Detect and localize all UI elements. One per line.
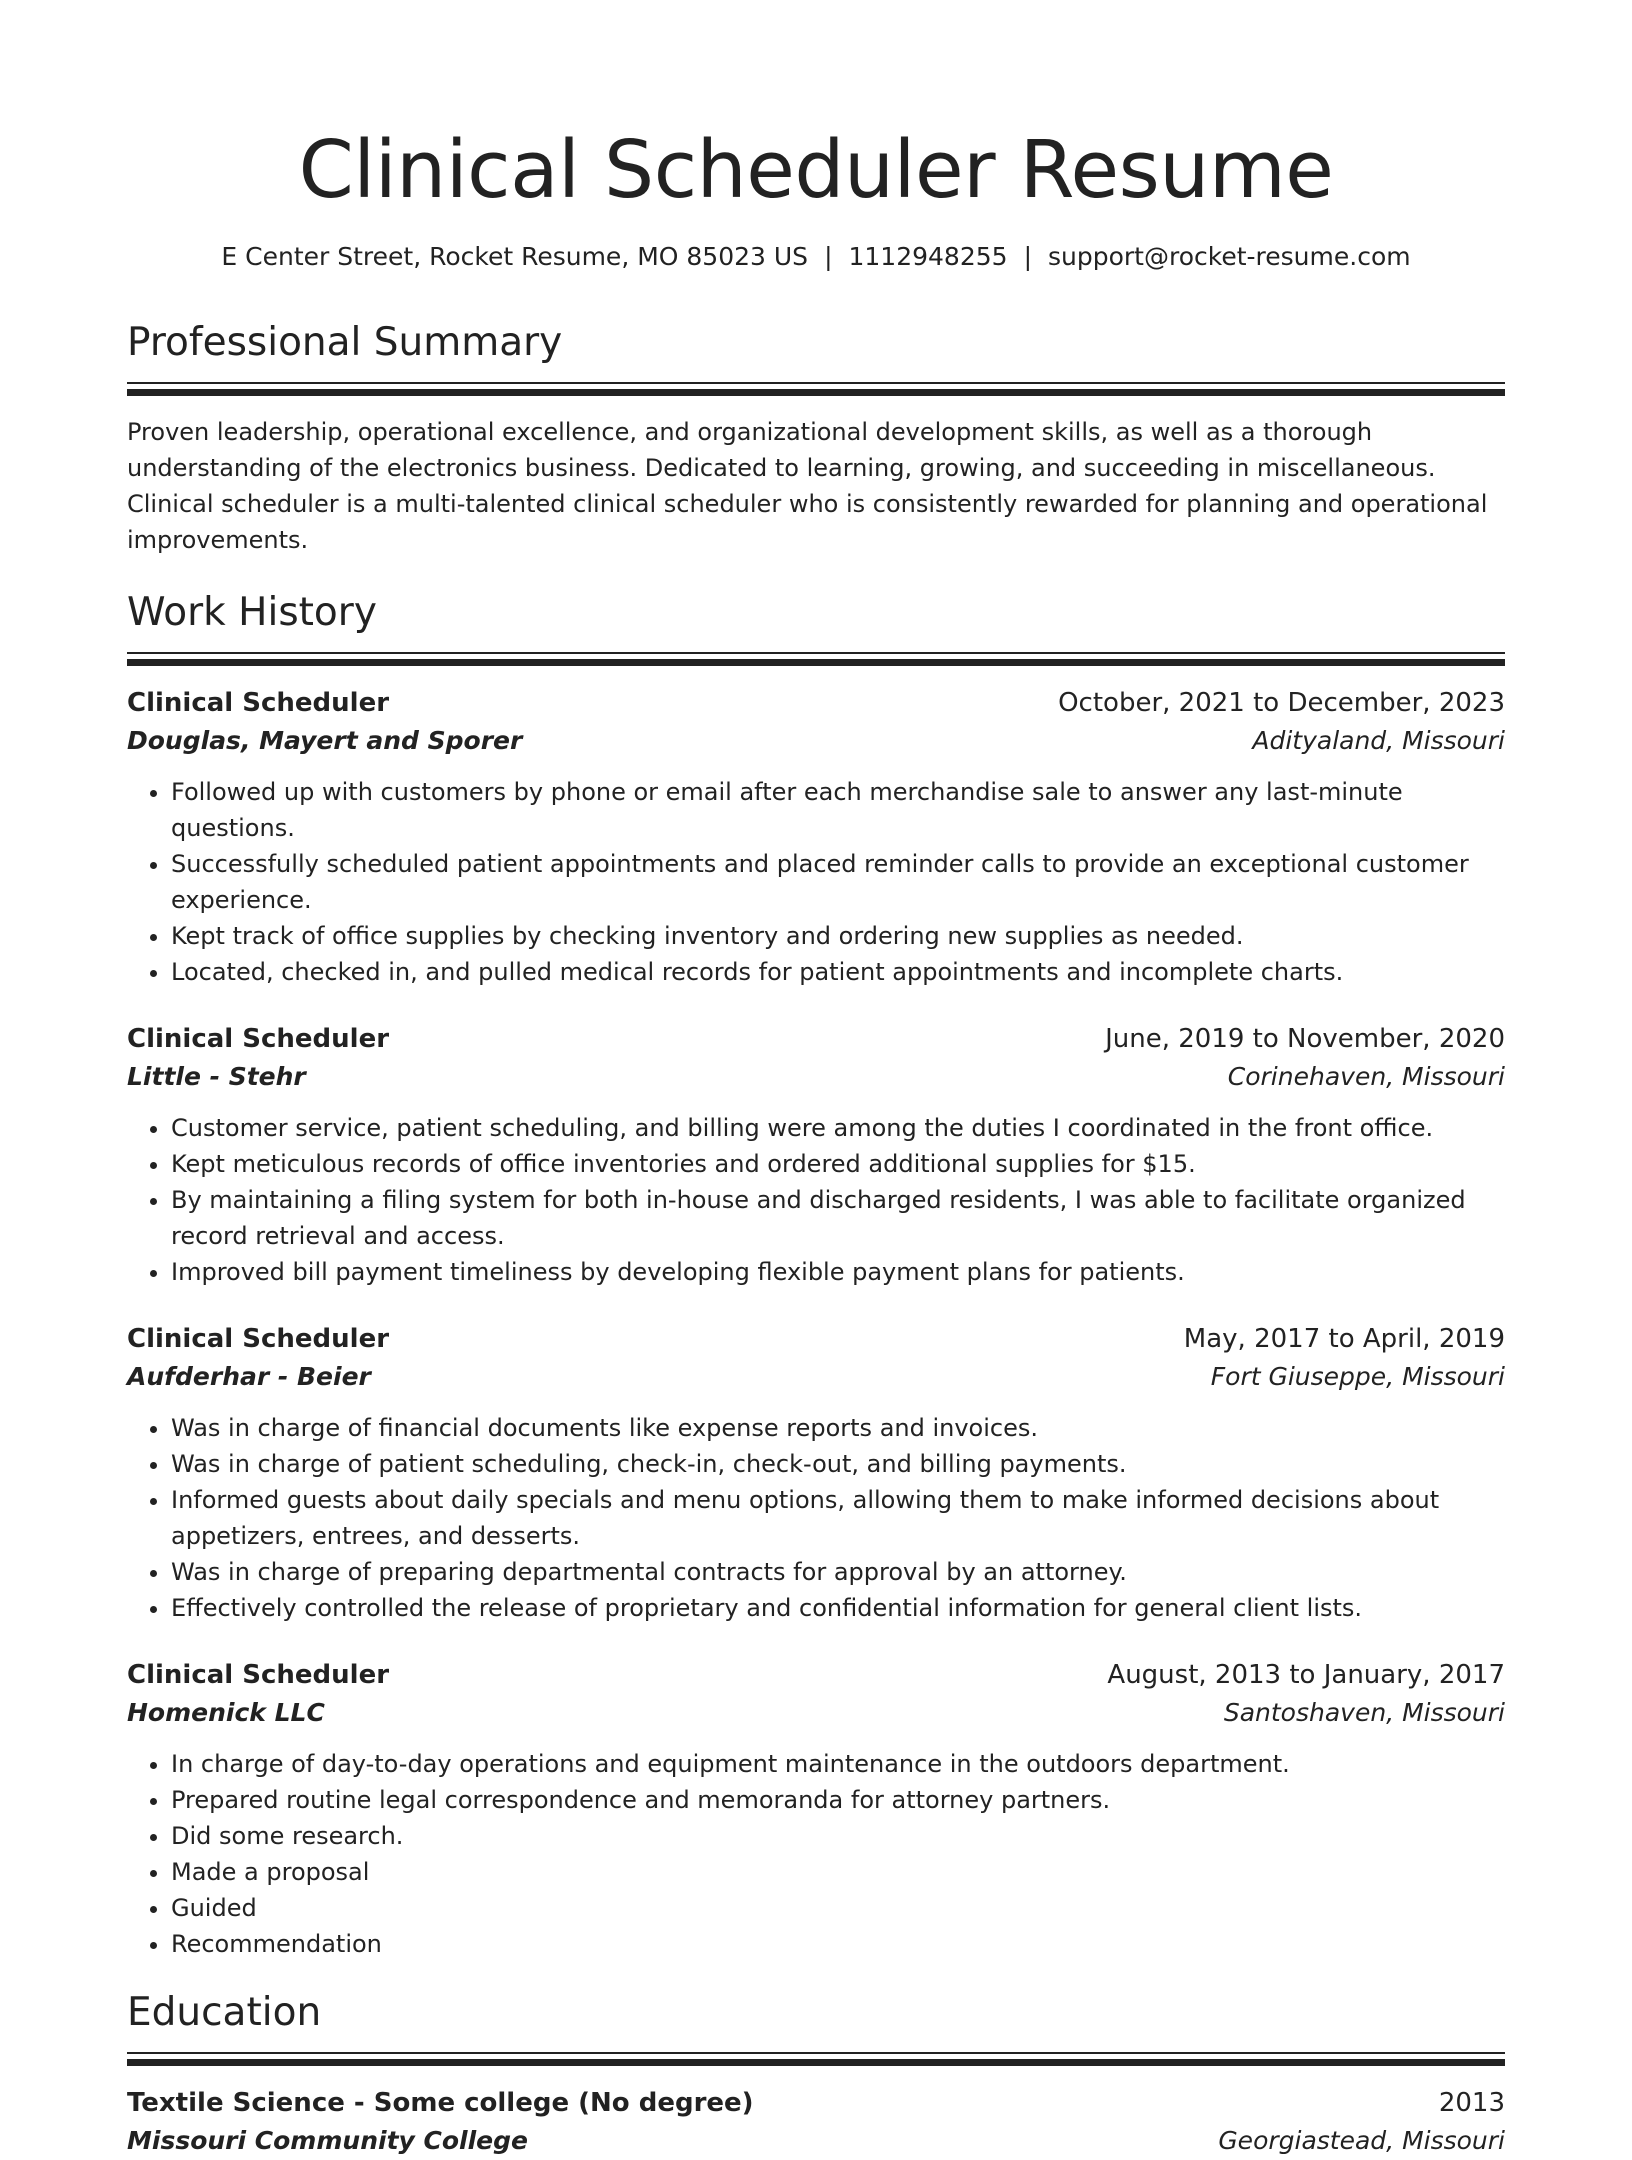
job-company: Aufderhar - Beier: [127, 1362, 371, 1391]
job-company: Homenick LLC: [127, 1698, 325, 1727]
job-location: Santoshaven, Missouri: [1223, 1698, 1505, 1727]
job-entry: [127, 1656, 1505, 1962]
bullet-item: • Was in charge of preparing departmental contracts for approval by an attorney.: [171, 1554, 1505, 1590]
job-bullets: [127, 1410, 1505, 1626]
bullet-item: • Did some research.: [171, 1818, 1505, 1854]
section-heading-summary: Professional Summary: [127, 320, 563, 365]
job-dates: June, 2019 to November, 2020: [1105, 1024, 1505, 1054]
job-company: Little - Stehr: [127, 1062, 306, 1091]
contact-line: [127, 240, 1505, 274]
bullet-item: • Was in charge of patient scheduling, check-in, check-out, and billing payments.: [171, 1446, 1505, 1482]
job-dates: May, 2017 to April, 2019: [1183, 1324, 1505, 1354]
job-bullets: [127, 1110, 1505, 1290]
job-title: Clinical Scheduler: [127, 1660, 390, 1690]
bullet-item: • Recommendation: [171, 1926, 1505, 1962]
job-bullets: [127, 774, 1505, 990]
section-divider: [127, 382, 1505, 396]
education-school: Missouri Community College: [127, 2126, 528, 2155]
job-dates: October, 2021 to December, 2023: [1058, 688, 1505, 718]
job-location: Fort Giuseppe, Missouri: [1210, 1362, 1505, 1391]
education-degree: Textile Science - Some college (No degree): [127, 2088, 754, 2118]
resume-title: Clinical Scheduler Resume: [298, 124, 1334, 216]
bullet-item: • Made a proposal: [171, 1854, 1505, 1890]
job-location: Corinehaven, Missouri: [1227, 1062, 1505, 1091]
bullet-item: • In charge of day-to-day operations and equipment maintenance in the outdoors department.: [171, 1746, 1505, 1782]
bullet-item: • Kept meticulous records of office inventories and ordered additional supplies for $15.: [171, 1146, 1505, 1182]
bullet-item: • Improved bill payment timeliness by developing flexible payment plans for patients.: [171, 1254, 1505, 1290]
bullet-item: • By maintaining a filing system for both in-house and discharged residents, I was able to facilitate organized record retrieval and access.: [171, 1182, 1505, 1254]
job-title: Clinical Scheduler: [127, 688, 390, 718]
summary-section: [127, 318, 1505, 558]
job-title: Clinical Scheduler: [127, 1324, 390, 1354]
bullet-item: • Informed guests about daily specials and menu options, allowing them to make informed decisions about appetizers, entrees, and desserts.: [171, 1482, 1505, 1554]
bullet-item: • Effectively controlled the release of proprietary and confidential information for general client lists.: [171, 1590, 1505, 1626]
bullet-item: • Was in charge of financial documents like expense reports and invoices.: [171, 1410, 1505, 1446]
job-title: Clinical Scheduler: [127, 1024, 390, 1054]
job-entry: [127, 684, 1505, 990]
job-entry: [127, 1320, 1505, 1626]
bullet-item: • Prepared routine legal correspondence and memoranda for attorney partners.: [171, 1782, 1505, 1818]
education-year: 2013: [1438, 2088, 1505, 2118]
job-bullets: [127, 1746, 1505, 1962]
section-heading-education: Education: [127, 1990, 322, 2035]
bullet-item: • Followed up with customers by phone or email after each merchandise sale to answer any last-minute questions.: [171, 774, 1505, 846]
education-entry: [127, 2084, 1505, 2160]
section-divider: [127, 2052, 1505, 2066]
section-divider: [127, 652, 1505, 666]
job-company: Douglas, Mayert and Sporer: [127, 726, 523, 755]
bullet-item: • Customer service, patient scheduling, and billing were among the duties I coordinated in the front office.: [171, 1110, 1505, 1146]
contact-separator: |: [1023, 242, 1032, 271]
summary-text: Proven leadership, operational excellence, and organizational development skills, as well as a thorough understanding of the electronics business. Dedicated to learning, growing, and succeeding in miscellaneous. Clinical scheduler is a multi-talented clinical scheduler who is consistently rewarded for planning and operational improvements.: [127, 418, 1488, 554]
job-dates: August, 2013 to January, 2017: [1107, 1660, 1505, 1690]
section-heading-work: Work History: [127, 590, 377, 635]
bullet-item: • Kept track of office supplies by checking inventory and ordering new supplies as needed.: [171, 918, 1505, 954]
bullet-item: • Guided: [171, 1890, 1505, 1926]
contact-email: support@rocket-resume.com: [1048, 242, 1411, 271]
contact-separator: |: [824, 242, 833, 271]
job-location: Adityaland, Missouri: [1252, 726, 1505, 755]
bullet-item: • Located, checked in, and pulled medical records for patient appointments and incomplete charts.: [171, 954, 1505, 990]
work-history-section: [127, 588, 1505, 1962]
bullet-item: • Successfully scheduled patient appointments and placed reminder calls to provide an exceptional customer experience.: [171, 846, 1505, 918]
education-location: Georgiastead, Missouri: [1218, 2126, 1505, 2155]
contact-address: E Center Street, Rocket Resume, MO 85023 US: [221, 242, 809, 271]
contact-phone: 1112948255: [848, 242, 1008, 271]
education-section: [127, 1988, 1505, 2160]
job-entry: [127, 1020, 1505, 1290]
